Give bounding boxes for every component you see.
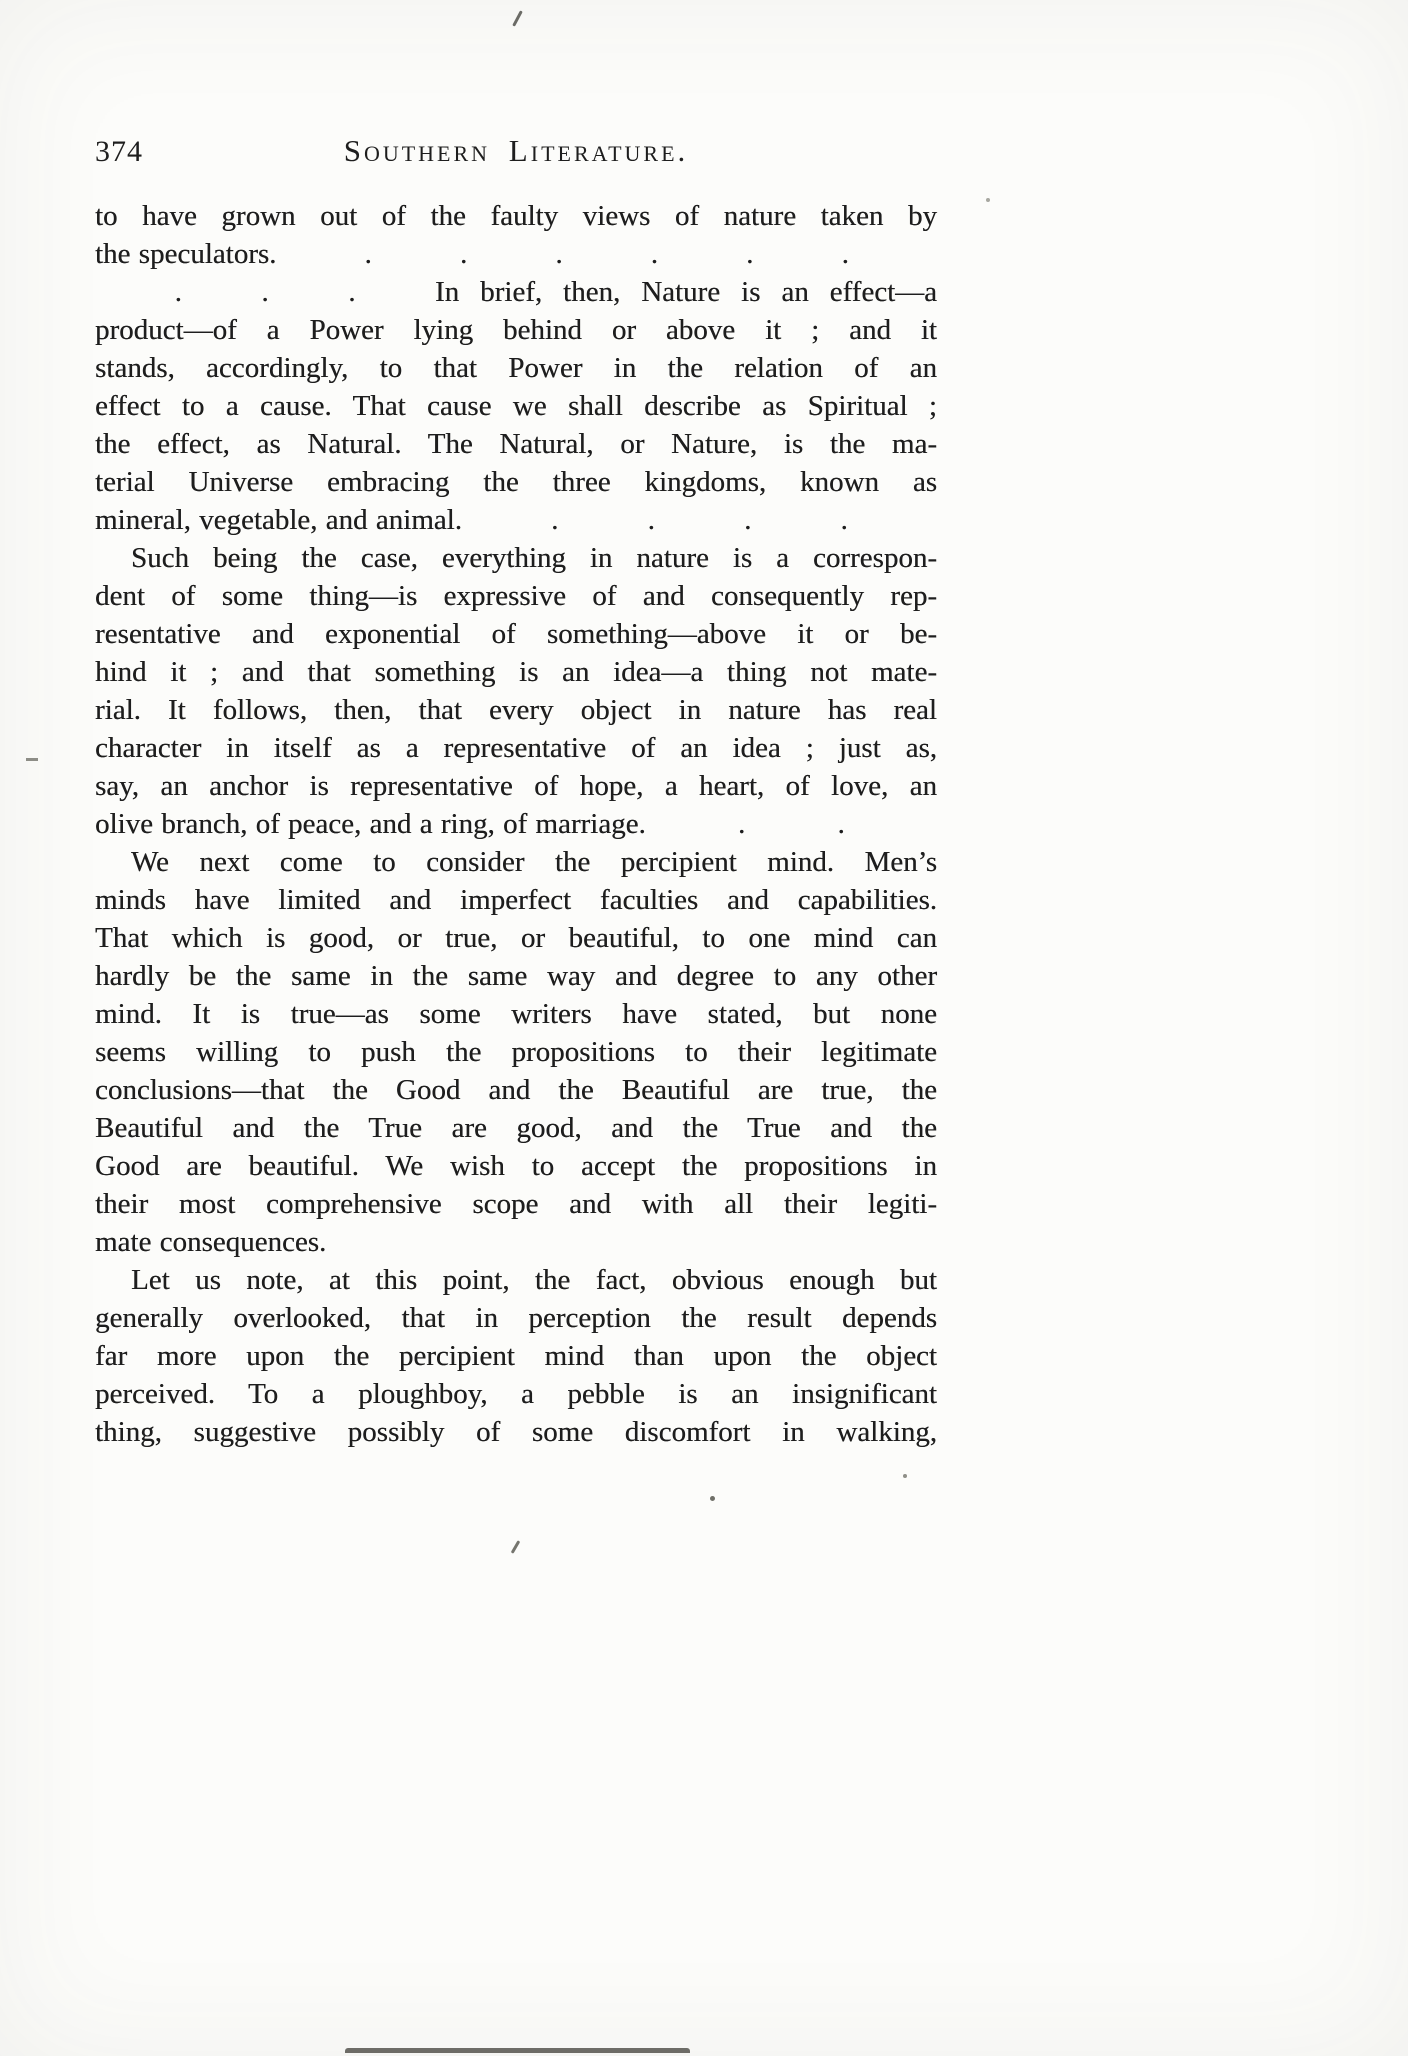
scan-artifact-dot-lowright <box>903 1474 907 1478</box>
text-line: We next come to consider the percipient mind. Men’s <box>131 846 937 878</box>
text-line: minds have limited and imperfect faculties and capabilities. <box>95 884 937 916</box>
text-line: character in itself as a representative of an idea ; just as, <box>95 732 937 764</box>
text-line: seems willing to push the propositions to their legitimate <box>95 1036 937 1068</box>
text-line: product—of a Power lying behind or above it ; and it <box>95 314 937 346</box>
text-line: Such being the case, everything in nature is a correspon- <box>131 542 937 574</box>
text-line: Let us note, at this point, the fact, obvious enough but <box>131 1264 937 1296</box>
dot-leader <box>462 501 937 539</box>
leader-dot: . <box>841 238 849 270</box>
text-line: hind it ; and that something is an idea—a thing not mate- <box>95 656 937 688</box>
leader-dot: . <box>744 504 752 536</box>
leader-dot: . <box>555 238 563 270</box>
text-line: perceived. To a ploughboy, a pebble is an insignificant <box>95 1378 937 1410</box>
text-line: resentative and exponential of something—above it or be- <box>95 618 937 650</box>
text-line: generally overlooked, that in perception the result depends <box>95 1302 937 1334</box>
text-line: dent of some thing—is expressive of and consequently rep- <box>95 580 937 612</box>
leader-dot: . <box>459 238 468 270</box>
text-line: conclusions—that the Good and the Beautiful are true, the <box>95 1074 937 1106</box>
text-line: terial Universe embracing the three kingdoms, known as <box>95 466 937 498</box>
running-title: Southern Literature. <box>343 133 689 168</box>
text-line <box>95 273 937 311</box>
line-text: In brief, then, Nature is an effect—a <box>435 276 937 308</box>
page-header <box>95 133 937 175</box>
text-line: mate consequences. <box>95 1226 327 1258</box>
text-line: mind. It is true—as some writers have stated, but none <box>95 998 937 1030</box>
leader-dot: . <box>261 276 269 308</box>
text-line: stands, accordingly, to that Power in the relation of an <box>95 352 937 384</box>
leader-dot: . <box>364 238 372 270</box>
text-line: effect to a cause. That cause we shall describe as Spiritual ; <box>95 390 937 422</box>
page-number: 374 <box>95 135 143 168</box>
line-text: the speculators. <box>95 238 277 270</box>
dot-leader <box>95 273 435 311</box>
text-line: Good are beautiful. We wish to accept the propositions in <box>95 1150 937 1182</box>
text-line: to have grown out of the faulty views of nature taken by <box>95 200 937 232</box>
line-text: olive branch, of peace, and a ring, of marriage. <box>95 808 646 840</box>
text-line: That which is good, or true, or beautiful, to one mind can <box>95 922 937 954</box>
text-line: say, an anchor is representative of hope, a heart, of love, an <box>95 770 937 802</box>
scan-artifact-bottom-mark <box>511 1540 521 1554</box>
text-line: thing, suggestive possibly of some discomfort in walking, <box>95 1416 937 1448</box>
leader-dot: . <box>737 808 746 840</box>
dot-leader <box>276 235 937 273</box>
line-text: mineral, vegetable, and animal. <box>95 504 462 536</box>
scan-artifact-dot-mid <box>710 1496 715 1501</box>
text-line: Beautiful and the True are good, and the True and the <box>95 1112 937 1144</box>
text-line: the effect, as Natural. The Natural, or Nature, is the ma- <box>95 428 937 460</box>
text-line <box>95 501 937 539</box>
scan-artifact-bottom-edge <box>345 2048 690 2053</box>
leader-dot: . <box>650 238 659 270</box>
text-block <box>95 197 937 1451</box>
scan-artifact-dot-right <box>986 198 990 202</box>
text-line: their most comprehensive scope and with all their legiti- <box>95 1188 937 1220</box>
scan-artifact-left-dash <box>26 758 38 761</box>
leader-dot: . <box>647 504 655 536</box>
dot-leader <box>646 805 937 843</box>
text-line: far more upon the percipient mind than upon the object <box>95 1340 937 1372</box>
leader-dot: . <box>746 238 754 270</box>
scan-artifact-top-mark <box>512 10 523 26</box>
text-line: hardly be the same in the same way and degree to any other <box>95 960 937 992</box>
leader-dot: . <box>837 808 845 840</box>
leader-dot: . <box>840 504 848 536</box>
text-line: rial. It follows, then, that every object in nature has real <box>95 694 937 726</box>
leader-dot: . <box>348 276 356 308</box>
leader-dot: . <box>551 504 559 536</box>
text-line <box>95 805 937 843</box>
leader-dot: . <box>174 276 182 308</box>
text-line <box>95 235 937 273</box>
